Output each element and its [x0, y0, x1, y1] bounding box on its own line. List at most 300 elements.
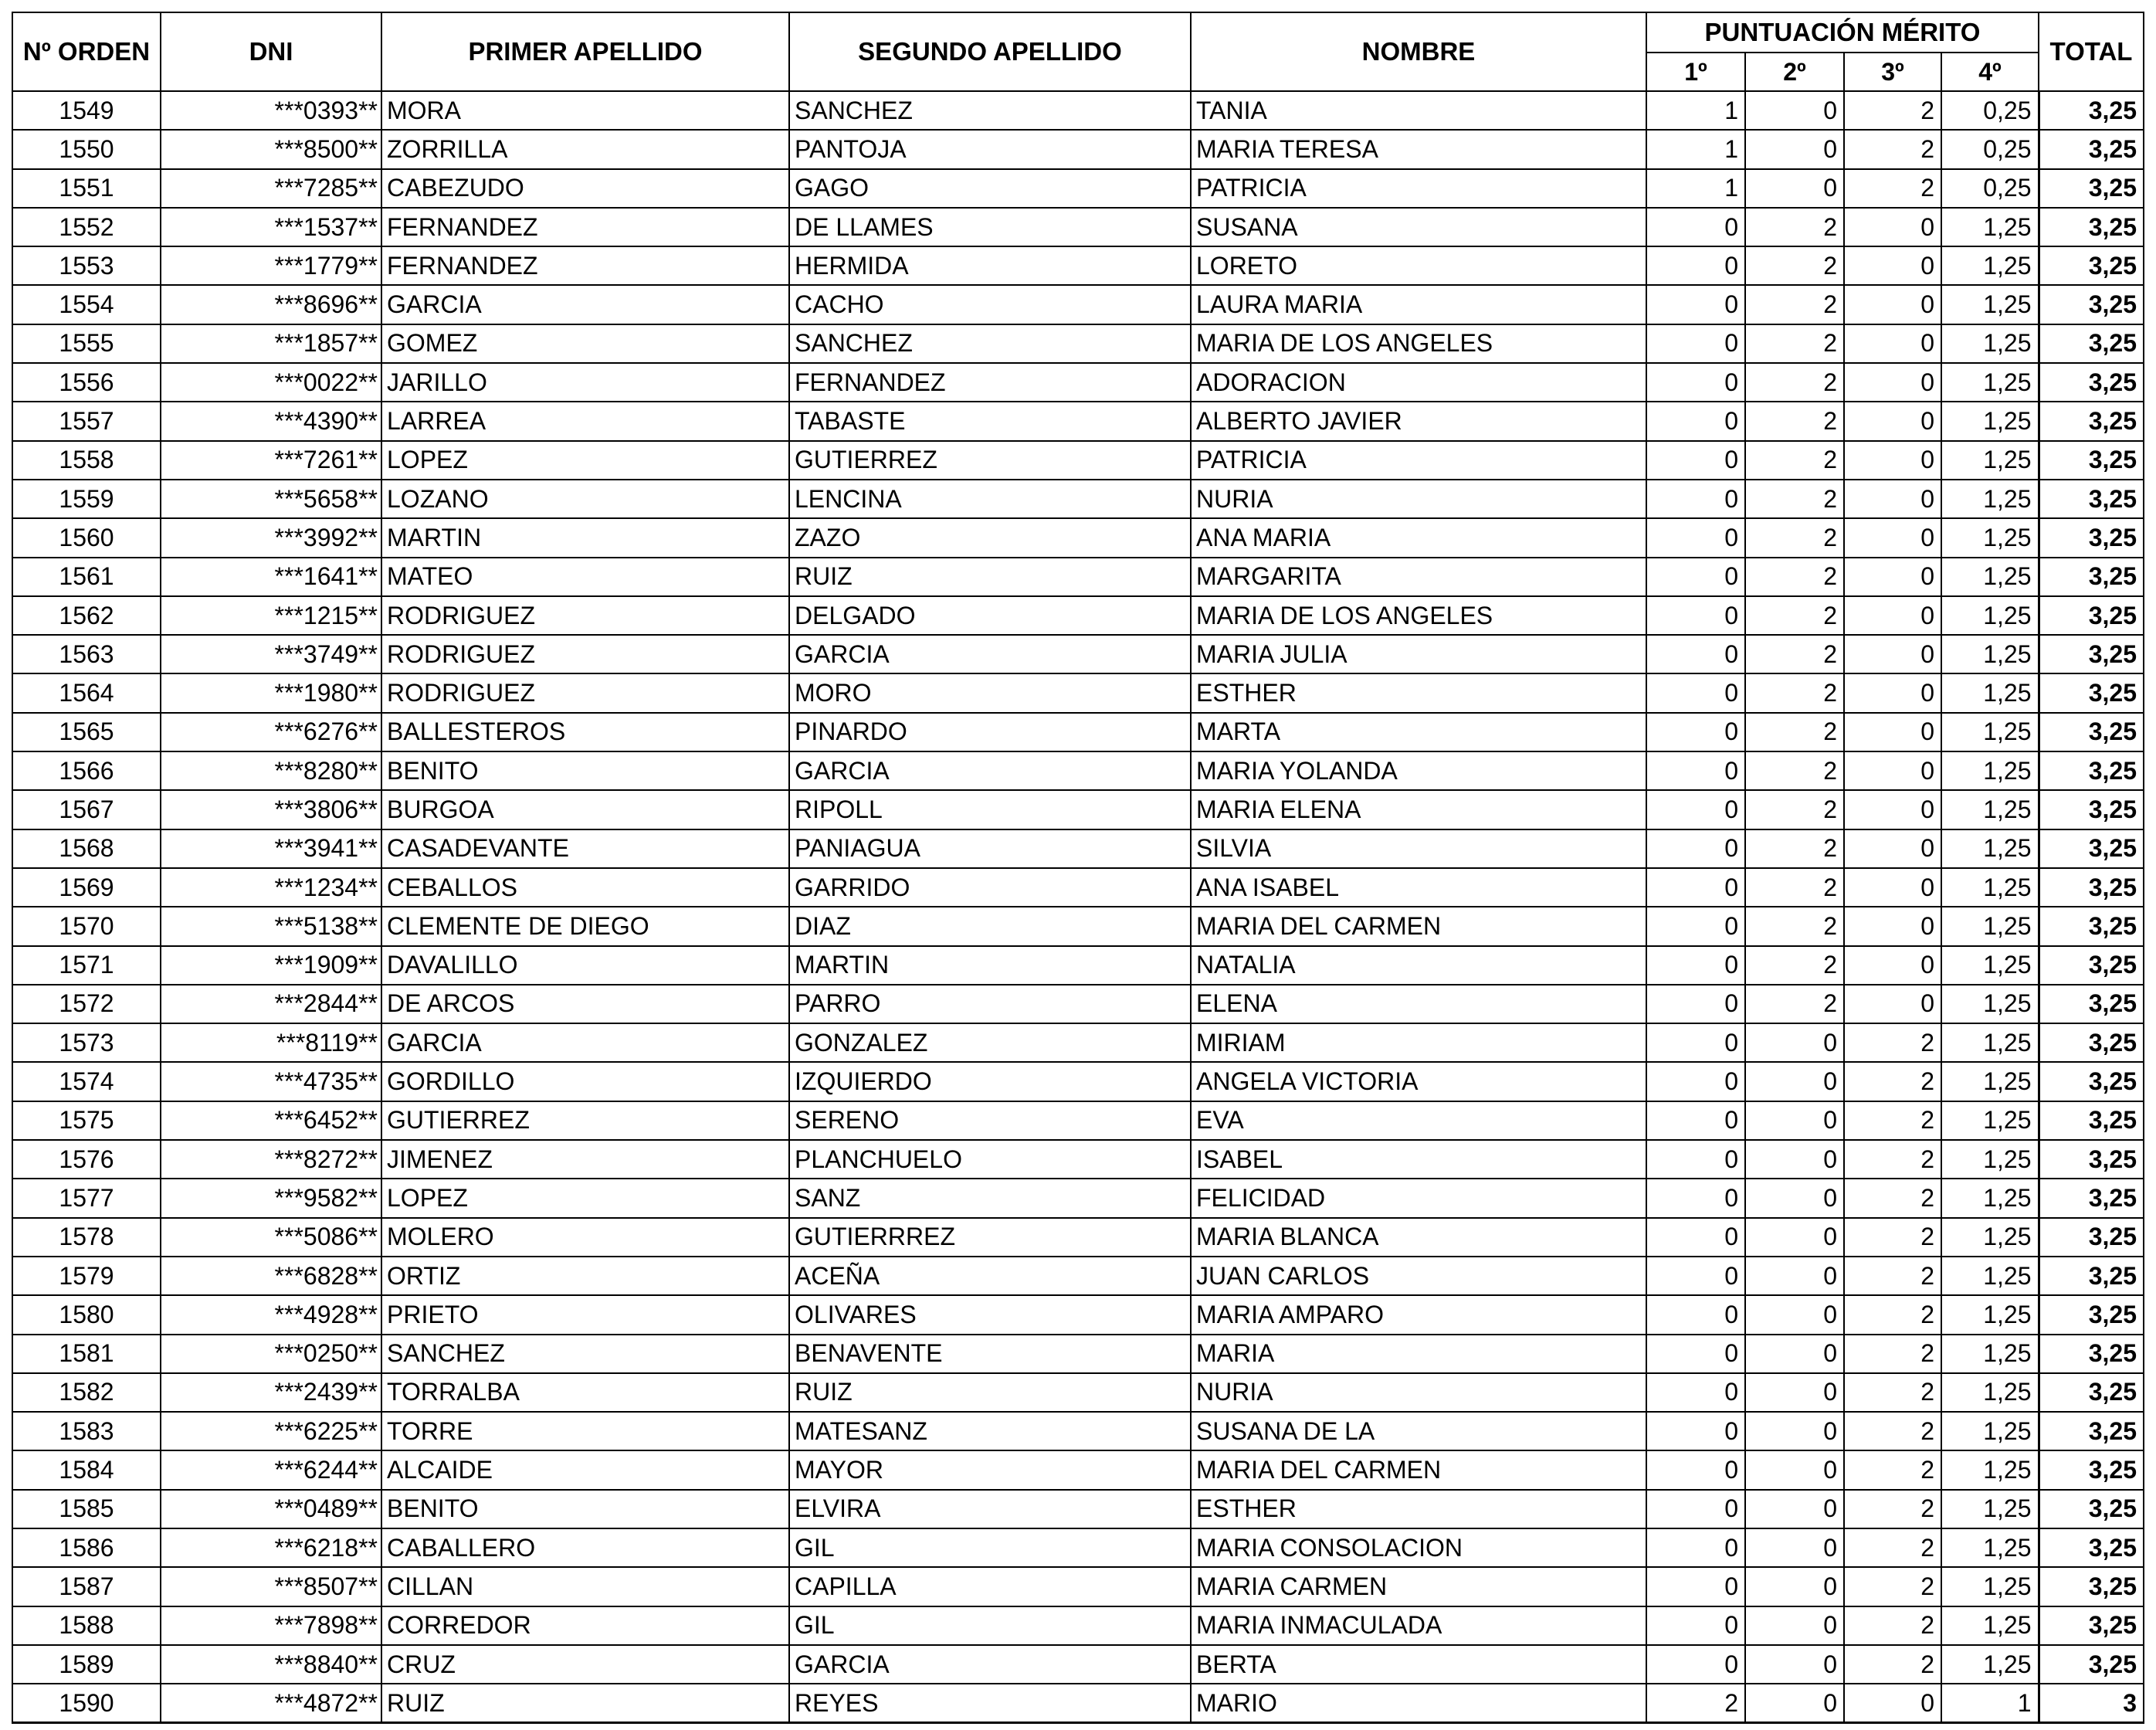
cell-segundo-apellido: SERENO — [789, 1101, 1191, 1140]
cell-merit-1: 0 — [1646, 558, 1745, 596]
cell-merit-4: 1,25 — [1941, 1062, 2039, 1101]
cell-merit-2: 2 — [1745, 829, 1844, 868]
cell-nombre: ISABEL — [1191, 1140, 1646, 1179]
merit-table — [12, 12, 2144, 1724]
cell-total: 3,25 — [2039, 829, 2144, 868]
cell-segundo-apellido: DIAZ — [789, 907, 1191, 945]
table-row — [12, 518, 2144, 557]
cell-merit-4: 1,25 — [1941, 673, 2039, 712]
cell-dni: ***0489** — [161, 1490, 381, 1528]
cell-total: 3,25 — [2039, 1179, 2144, 1217]
table-row — [12, 1567, 2144, 1606]
cell-total: 3,25 — [2039, 1140, 2144, 1179]
header-puntuacion-merito: PUNTUACIÓN MÉRITO — [1646, 12, 2039, 53]
cell-orden: 1584 — [12, 1450, 161, 1489]
cell-total: 3,25 — [2039, 1567, 2144, 1606]
cell-merit-2: 2 — [1745, 985, 1844, 1023]
cell-merit-3: 2 — [1844, 1450, 1941, 1489]
cell-orden: 1554 — [12, 285, 161, 324]
cell-segundo-apellido: REYES — [789, 1684, 1191, 1722]
cell-merit-2: 2 — [1745, 402, 1844, 440]
table-row — [12, 1179, 2144, 1217]
cell-total: 3,25 — [2039, 480, 2144, 518]
cell-orden: 1588 — [12, 1606, 161, 1645]
cell-merit-3: 0 — [1844, 363, 1941, 402]
cell-segundo-apellido: GARCIA — [789, 751, 1191, 790]
cell-nombre: LORETO — [1191, 246, 1646, 285]
cell-total: 3,25 — [2039, 1450, 2144, 1489]
cell-orden: 1556 — [12, 363, 161, 402]
table-row — [12, 1023, 2144, 1062]
cell-dni: ***6244** — [161, 1450, 381, 1489]
cell-primer-apellido: BENITO — [381, 751, 789, 790]
cell-merit-2: 0 — [1745, 1606, 1844, 1645]
table-row — [12, 829, 2144, 868]
cell-dni: ***4735** — [161, 1062, 381, 1101]
cell-segundo-apellido: DE LLAMES — [789, 208, 1191, 246]
cell-merit-4: 1 — [1941, 1684, 2039, 1722]
cell-merit-2: 0 — [1745, 1218, 1844, 1257]
table-row — [12, 1101, 2144, 1140]
cell-segundo-apellido: PARRO — [789, 985, 1191, 1023]
cell-primer-apellido: LOZANO — [381, 480, 789, 518]
cell-merit-3: 0 — [1844, 285, 1941, 324]
cell-merit-1: 0 — [1646, 635, 1745, 673]
cell-orden: 1567 — [12, 790, 161, 829]
cell-merit-1: 0 — [1646, 985, 1745, 1023]
cell-merit-2: 0 — [1745, 1335, 1844, 1373]
cell-nombre: MARIA DE LOS ANGELES — [1191, 324, 1646, 363]
cell-merit-1: 0 — [1646, 751, 1745, 790]
cell-merit-4: 1,25 — [1941, 868, 2039, 907]
cell-dni: ***4928** — [161, 1295, 381, 1334]
cell-segundo-apellido: ACEÑA — [789, 1257, 1191, 1295]
cell-primer-apellido: CORREDOR — [381, 1606, 789, 1645]
cell-merit-2: 2 — [1745, 246, 1844, 285]
cell-merit-3: 2 — [1844, 1101, 1941, 1140]
table-row — [12, 673, 2144, 712]
cell-primer-apellido: DAVALILLO — [381, 946, 789, 985]
cell-orden: 1583 — [12, 1412, 161, 1450]
cell-nombre: MARIA CARMEN — [1191, 1567, 1646, 1606]
cell-merit-1: 0 — [1646, 1645, 1745, 1684]
cell-orden: 1590 — [12, 1684, 161, 1722]
table-body — [12, 91, 2144, 1722]
table-row — [12, 868, 2144, 907]
cell-merit-4: 0,25 — [1941, 91, 2039, 130]
cell-merit-2: 0 — [1745, 1257, 1844, 1295]
cell-total: 3,25 — [2039, 1062, 2144, 1101]
cell-segundo-apellido: RUIZ — [789, 1373, 1191, 1412]
cell-nombre: MARIA YOLANDA — [1191, 751, 1646, 790]
cell-merit-3: 0 — [1844, 558, 1941, 596]
cell-primer-apellido: RUIZ — [381, 1684, 789, 1722]
cell-orden: 1569 — [12, 868, 161, 907]
cell-merit-1: 0 — [1646, 868, 1745, 907]
cell-segundo-apellido: GARCIA — [789, 1645, 1191, 1684]
cell-primer-apellido: BALLESTEROS — [381, 713, 789, 751]
cell-merit-2: 0 — [1745, 1295, 1844, 1334]
cell-merit-3: 0 — [1844, 946, 1941, 985]
table-row — [12, 208, 2144, 246]
cell-merit-1: 0 — [1646, 1179, 1745, 1217]
cell-total: 3,25 — [2039, 790, 2144, 829]
cell-orden: 1577 — [12, 1179, 161, 1217]
cell-merit-3: 2 — [1844, 1023, 1941, 1062]
cell-primer-apellido: MORA — [381, 91, 789, 130]
table-row — [12, 130, 2144, 168]
cell-merit-2: 0 — [1745, 1490, 1844, 1528]
cell-primer-apellido: JIMENEZ — [381, 1140, 789, 1179]
cell-total: 3,25 — [2039, 1101, 2144, 1140]
cell-merit-3: 2 — [1844, 1062, 1941, 1101]
cell-merit-3: 2 — [1844, 1567, 1941, 1606]
cell-merit-2: 0 — [1745, 169, 1844, 208]
cell-merit-4: 1,25 — [1941, 1179, 2039, 1217]
cell-merit-1: 0 — [1646, 1490, 1745, 1528]
cell-merit-2: 2 — [1745, 946, 1844, 985]
cell-total: 3,25 — [2039, 1645, 2144, 1684]
cell-merit-3: 0 — [1844, 790, 1941, 829]
cell-merit-4: 1,25 — [1941, 1528, 2039, 1567]
cell-merit-4: 1,25 — [1941, 985, 2039, 1023]
table-row — [12, 1140, 2144, 1179]
cell-dni: ***8272** — [161, 1140, 381, 1179]
cell-merit-3: 0 — [1844, 324, 1941, 363]
cell-merit-3: 0 — [1844, 673, 1941, 712]
table-row — [12, 1490, 2144, 1528]
cell-dni: ***8280** — [161, 751, 381, 790]
cell-merit-2: 0 — [1745, 1567, 1844, 1606]
table-row — [12, 285, 2144, 324]
cell-merit-1: 0 — [1646, 1335, 1745, 1373]
cell-nombre: MIRIAM — [1191, 1023, 1646, 1062]
cell-segundo-apellido: MATESANZ — [789, 1412, 1191, 1450]
cell-dni: ***5658** — [161, 480, 381, 518]
cell-merit-2: 0 — [1745, 1140, 1844, 1179]
cell-total: 3,25 — [2039, 1606, 2144, 1645]
cell-merit-1: 0 — [1646, 363, 1745, 402]
cell-segundo-apellido: LENCINA — [789, 480, 1191, 518]
header-total: TOTAL — [2039, 12, 2144, 91]
cell-orden: 1551 — [12, 169, 161, 208]
table-row — [12, 1295, 2144, 1334]
cell-merit-4: 1,25 — [1941, 829, 2039, 868]
cell-nombre: MARIA BLANCA — [1191, 1218, 1646, 1257]
cell-orden: 1585 — [12, 1490, 161, 1528]
table-row — [12, 402, 2144, 440]
cell-segundo-apellido: MARTIN — [789, 946, 1191, 985]
cell-orden: 1587 — [12, 1567, 161, 1606]
cell-merit-1: 0 — [1646, 480, 1745, 518]
cell-dni: ***1779** — [161, 246, 381, 285]
cell-primer-apellido: TORRALBA — [381, 1373, 789, 1412]
cell-total: 3,25 — [2039, 1023, 2144, 1062]
table-row — [12, 558, 2144, 596]
cell-orden: 1589 — [12, 1645, 161, 1684]
cell-orden: 1568 — [12, 829, 161, 868]
cell-merit-4: 1,25 — [1941, 635, 2039, 673]
cell-nombre: MARIA DEL CARMEN — [1191, 1450, 1646, 1489]
cell-total: 3,25 — [2039, 635, 2144, 673]
cell-orden: 1586 — [12, 1528, 161, 1567]
cell-merit-3: 0 — [1844, 985, 1941, 1023]
cell-merit-2: 2 — [1745, 480, 1844, 518]
cell-merit-2: 2 — [1745, 907, 1844, 945]
cell-merit-3: 2 — [1844, 1335, 1941, 1373]
cell-orden: 1559 — [12, 480, 161, 518]
cell-total: 3,25 — [2039, 130, 2144, 168]
cell-total: 3,25 — [2039, 246, 2144, 285]
cell-segundo-apellido: MAYOR — [789, 1450, 1191, 1489]
cell-nombre: MARIA CONSOLACION — [1191, 1528, 1646, 1567]
cell-total: 3,25 — [2039, 1373, 2144, 1412]
cell-nombre: ELENA — [1191, 985, 1646, 1023]
cell-total: 3,25 — [2039, 673, 2144, 712]
cell-merit-4: 1,25 — [1941, 907, 2039, 945]
cell-dni: ***8500** — [161, 130, 381, 168]
cell-nombre: MARIA JULIA — [1191, 635, 1646, 673]
cell-total: 3,25 — [2039, 441, 2144, 480]
cell-merit-4: 1,25 — [1941, 1412, 2039, 1450]
cell-merit-2: 0 — [1745, 1062, 1844, 1101]
cell-merit-2: 2 — [1745, 363, 1844, 402]
cell-merit-3: 0 — [1844, 1684, 1941, 1722]
cell-dni: ***8840** — [161, 1645, 381, 1684]
cell-segundo-apellido: OLIVARES — [789, 1295, 1191, 1334]
header-dni: DNI — [161, 12, 381, 91]
cell-nombre: JUAN CARLOS — [1191, 1257, 1646, 1295]
cell-nombre: ANGELA VICTORIA — [1191, 1062, 1646, 1101]
cell-dni: ***1857** — [161, 324, 381, 363]
cell-merit-4: 1,25 — [1941, 1140, 2039, 1179]
cell-total: 3,25 — [2039, 907, 2144, 945]
cell-nombre: MARIA — [1191, 1335, 1646, 1373]
cell-merit-2: 0 — [1745, 1023, 1844, 1062]
cell-merit-1: 0 — [1646, 324, 1745, 363]
cell-primer-apellido: LOPEZ — [381, 1179, 789, 1217]
cell-orden: 1549 — [12, 91, 161, 130]
cell-merit-4: 1,25 — [1941, 1218, 2039, 1257]
cell-merit-3: 2 — [1844, 1257, 1941, 1295]
cell-merit-4: 1,25 — [1941, 208, 2039, 246]
cell-merit-1: 0 — [1646, 1373, 1745, 1412]
cell-merit-4: 1,25 — [1941, 363, 2039, 402]
cell-merit-4: 1,25 — [1941, 1567, 2039, 1606]
cell-merit-4: 1,25 — [1941, 713, 2039, 751]
cell-nombre: MARIA TERESA — [1191, 130, 1646, 168]
cell-orden: 1578 — [12, 1218, 161, 1257]
cell-merit-3: 0 — [1844, 829, 1941, 868]
cell-merit-4: 1,25 — [1941, 946, 2039, 985]
cell-merit-4: 1,25 — [1941, 246, 2039, 285]
cell-nombre: MARGARITA — [1191, 558, 1646, 596]
cell-merit-2: 2 — [1745, 518, 1844, 557]
cell-merit-1: 0 — [1646, 1567, 1745, 1606]
cell-nombre: MARIA DEL CARMEN — [1191, 907, 1646, 945]
cell-merit-1: 1 — [1646, 169, 1745, 208]
cell-orden: 1562 — [12, 596, 161, 635]
cell-dni: ***6225** — [161, 1412, 381, 1450]
cell-orden: 1552 — [12, 208, 161, 246]
table-row — [12, 1062, 2144, 1101]
cell-dni: ***1234** — [161, 868, 381, 907]
cell-nombre: NATALIA — [1191, 946, 1646, 985]
cell-nombre: SUSANA DE LA — [1191, 1412, 1646, 1450]
cell-segundo-apellido: GAGO — [789, 169, 1191, 208]
cell-merit-1: 0 — [1646, 441, 1745, 480]
cell-total: 3,25 — [2039, 1528, 2144, 1567]
cell-segundo-apellido: GONZALEZ — [789, 1023, 1191, 1062]
table-row — [12, 751, 2144, 790]
cell-merit-3: 0 — [1844, 868, 1941, 907]
cell-dni: ***3806** — [161, 790, 381, 829]
header-orden: Nº ORDEN — [12, 12, 161, 91]
cell-primer-apellido: CABEZUDO — [381, 169, 789, 208]
cell-primer-apellido: CLEMENTE DE DIEGO — [381, 907, 789, 945]
cell-merit-2: 2 — [1745, 285, 1844, 324]
cell-segundo-apellido: HERMIDA — [789, 246, 1191, 285]
cell-merit-1: 0 — [1646, 1606, 1745, 1645]
cell-dni: ***4390** — [161, 402, 381, 440]
cell-total: 3,25 — [2039, 1218, 2144, 1257]
cell-primer-apellido: RODRIGUEZ — [381, 635, 789, 673]
table-row — [12, 1684, 2144, 1722]
cell-orden: 1576 — [12, 1140, 161, 1179]
cell-merit-4: 1,25 — [1941, 285, 2039, 324]
cell-merit-1: 0 — [1646, 1062, 1745, 1101]
cell-dni: ***9582** — [161, 1179, 381, 1217]
cell-merit-4: 1,25 — [1941, 751, 2039, 790]
cell-nombre: TANIA — [1191, 91, 1646, 130]
header-merit-3: 3º — [1844, 53, 1941, 91]
cell-total: 3,25 — [2039, 402, 2144, 440]
cell-dni: ***0250** — [161, 1335, 381, 1373]
cell-merit-3: 0 — [1844, 907, 1941, 945]
cell-merit-1: 0 — [1646, 1528, 1745, 1567]
cell-nombre: PATRICIA — [1191, 441, 1646, 480]
cell-total: 3,25 — [2039, 985, 2144, 1023]
header-merit-4: 4º — [1941, 53, 2039, 91]
cell-orden: 1579 — [12, 1257, 161, 1295]
cell-merit-4: 0,25 — [1941, 169, 2039, 208]
table-row — [12, 246, 2144, 285]
cell-dni: ***6828** — [161, 1257, 381, 1295]
cell-merit-2: 2 — [1745, 635, 1844, 673]
cell-total: 3,25 — [2039, 518, 2144, 557]
cell-merit-2: 2 — [1745, 751, 1844, 790]
cell-merit-4: 0,25 — [1941, 130, 2039, 168]
cell-merit-3: 0 — [1844, 713, 1941, 751]
cell-orden: 1581 — [12, 1335, 161, 1373]
cell-merit-3: 0 — [1844, 596, 1941, 635]
cell-total: 3,25 — [2039, 751, 2144, 790]
cell-orden: 1560 — [12, 518, 161, 557]
table-row — [12, 596, 2144, 635]
cell-merit-3: 2 — [1844, 1295, 1941, 1334]
cell-primer-apellido: ZORRILLA — [381, 130, 789, 168]
cell-nombre: NURIA — [1191, 480, 1646, 518]
cell-merit-3: 0 — [1844, 402, 1941, 440]
cell-total: 3 — [2039, 1684, 2144, 1722]
cell-dni: ***1641** — [161, 558, 381, 596]
cell-merit-2: 0 — [1745, 1412, 1844, 1450]
cell-merit-2: 2 — [1745, 868, 1844, 907]
cell-nombre: NURIA — [1191, 1373, 1646, 1412]
cell-merit-2: 0 — [1745, 1179, 1844, 1217]
cell-merit-4: 1,25 — [1941, 1645, 2039, 1684]
cell-orden: 1564 — [12, 673, 161, 712]
cell-dni: ***7898** — [161, 1606, 381, 1645]
cell-merit-1: 0 — [1646, 1140, 1745, 1179]
cell-total: 3,25 — [2039, 363, 2144, 402]
cell-merit-1: 0 — [1646, 946, 1745, 985]
cell-orden: 1580 — [12, 1295, 161, 1334]
cell-merit-1: 0 — [1646, 285, 1745, 324]
cell-primer-apellido: GOMEZ — [381, 324, 789, 363]
cell-dni: ***8119** — [161, 1023, 381, 1062]
cell-merit-3: 2 — [1844, 91, 1941, 130]
cell-nombre: MARIA ELENA — [1191, 790, 1646, 829]
cell-merit-1: 0 — [1646, 1023, 1745, 1062]
table-row — [12, 946, 2144, 985]
header-primer-apellido: PRIMER APELLIDO — [381, 12, 789, 91]
table-row — [12, 985, 2144, 1023]
cell-merit-3: 0 — [1844, 208, 1941, 246]
cell-total: 3,25 — [2039, 558, 2144, 596]
cell-orden: 1553 — [12, 246, 161, 285]
cell-primer-apellido: CILLAN — [381, 1567, 789, 1606]
cell-segundo-apellido: GUTIERRREZ — [789, 1218, 1191, 1257]
cell-merit-1: 2 — [1646, 1684, 1745, 1722]
cell-merit-2: 2 — [1745, 790, 1844, 829]
cell-merit-1: 0 — [1646, 1295, 1745, 1334]
table-row — [12, 1335, 2144, 1373]
cell-dni: ***5138** — [161, 907, 381, 945]
cell-nombre: LAURA MARIA — [1191, 285, 1646, 324]
table-row — [12, 713, 2144, 751]
cell-segundo-apellido: GIL — [789, 1606, 1191, 1645]
cell-merit-1: 0 — [1646, 402, 1745, 440]
cell-primer-apellido: BENITO — [381, 1490, 789, 1528]
cell-segundo-apellido: GUTIERREZ — [789, 441, 1191, 480]
table-row — [12, 1257, 2144, 1295]
header-merit-1: 1º — [1646, 53, 1745, 91]
cell-dni: ***1215** — [161, 596, 381, 635]
cell-total: 3,25 — [2039, 91, 2144, 130]
cell-dni: ***0393** — [161, 91, 381, 130]
cell-merit-3: 0 — [1844, 751, 1941, 790]
cell-orden: 1557 — [12, 402, 161, 440]
cell-dni: ***6276** — [161, 713, 381, 751]
cell-nombre: PATRICIA — [1191, 169, 1646, 208]
cell-dni: ***3749** — [161, 635, 381, 673]
cell-nombre: FELICIDAD — [1191, 1179, 1646, 1217]
table-row — [12, 1528, 2144, 1567]
cell-orden: 1572 — [12, 985, 161, 1023]
cell-merit-2: 0 — [1745, 1528, 1844, 1567]
cell-merit-3: 2 — [1844, 169, 1941, 208]
cell-merit-4: 1,25 — [1941, 518, 2039, 557]
cell-segundo-apellido: RUIZ — [789, 558, 1191, 596]
cell-dni: ***7261** — [161, 441, 381, 480]
cell-total: 3,25 — [2039, 1295, 2144, 1334]
cell-nombre: MARIA DE LOS ANGELES — [1191, 596, 1646, 635]
cell-total: 3,25 — [2039, 208, 2144, 246]
cell-merit-3: 2 — [1844, 130, 1941, 168]
cell-primer-apellido: MOLERO — [381, 1218, 789, 1257]
cell-primer-apellido: GARCIA — [381, 285, 789, 324]
